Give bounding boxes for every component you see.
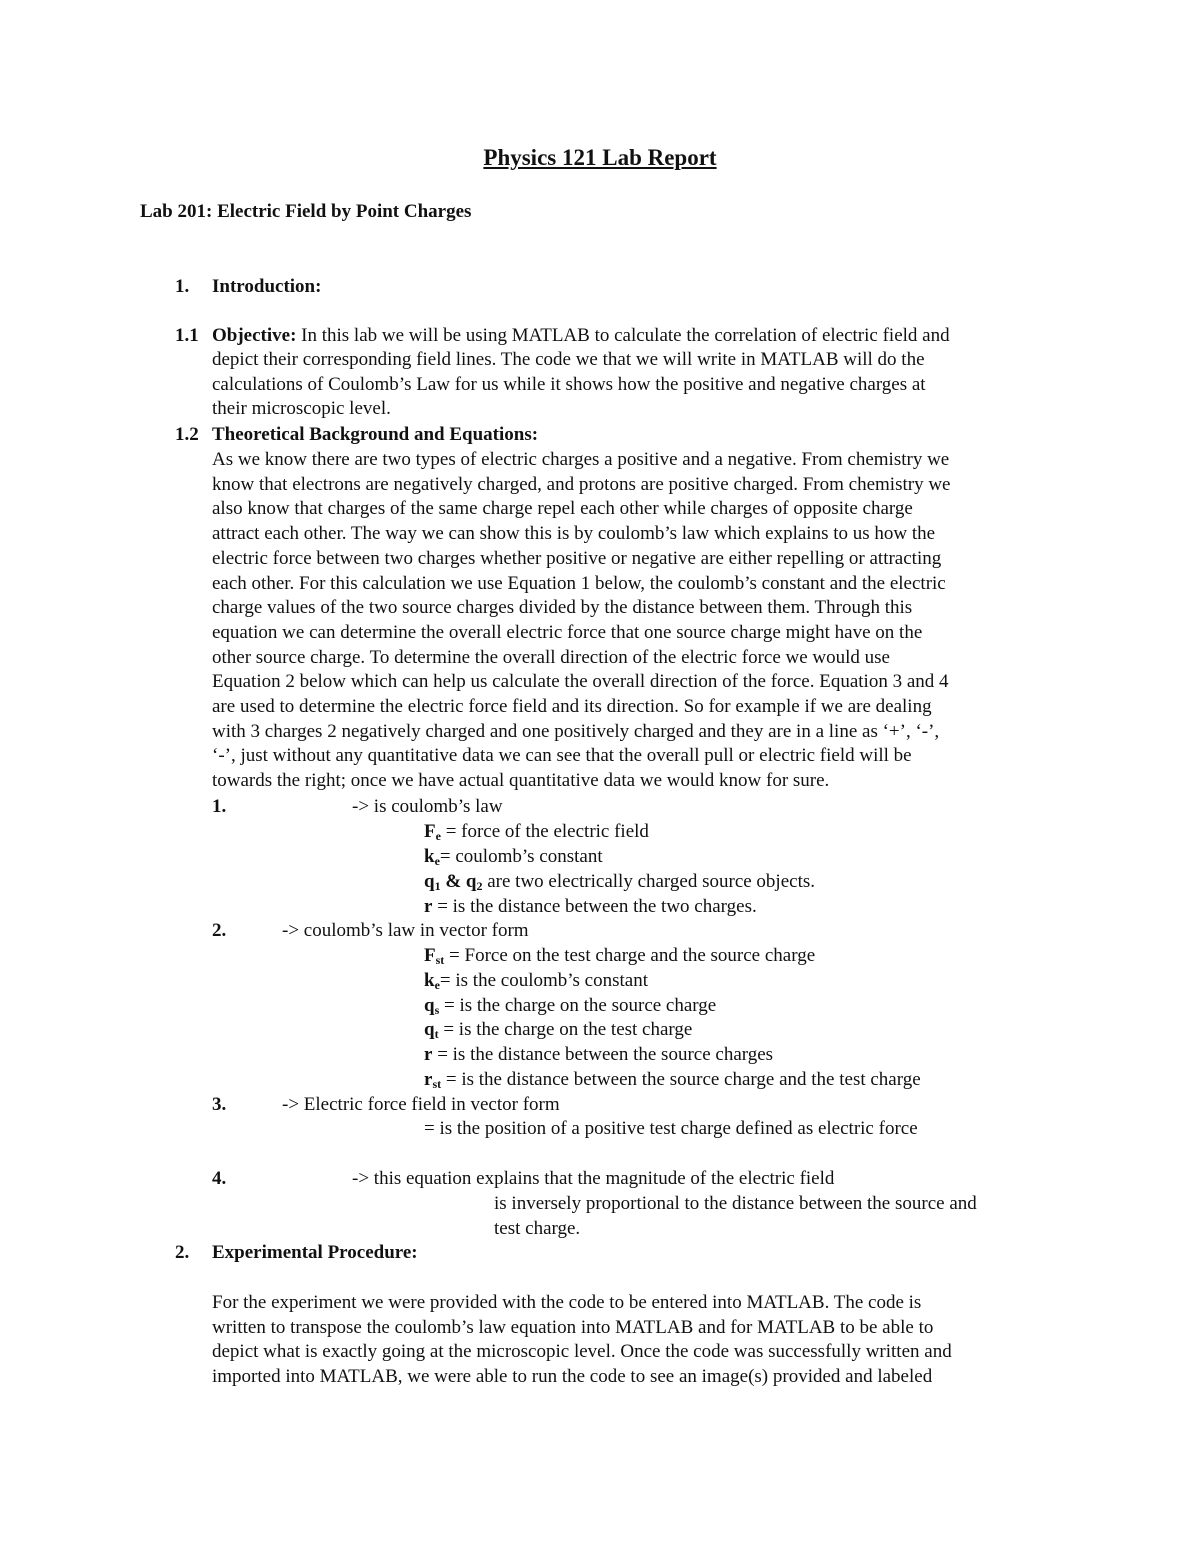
eq2-number: 2. xyxy=(212,920,227,941)
objective-line: calculations of Coulomb’s Law for us while it shows how the positive and negative charges at xyxy=(212,373,926,395)
eq2-def-distance: r = is the distance between the source charges xyxy=(424,1044,774,1065)
eq1-description: -> is coulomb’s law xyxy=(352,796,503,817)
objective-label: Objective: xyxy=(212,325,297,346)
theory-line: equation we can determine the overall electric force that one source charge might have on the xyxy=(212,621,923,643)
eq4-description: -> this equation explains that the magnitude of the electric field xyxy=(352,1168,835,1189)
theory-paragraph xyxy=(212,448,1062,794)
objective-line: depict their corresponding field lines. The code we that we will write in MATLAB will do the xyxy=(212,349,925,370)
eq2-description: -> coulomb’s law in vector form xyxy=(282,920,529,941)
theory-line: each other. For this calculation we use Equation 1 below, the coulomb’s constant and the electric xyxy=(212,572,946,594)
page-title: Physics 121 Lab Report xyxy=(483,145,717,170)
procedure-line: imported into MATLAB, we were able to run the code to see an image(s) provided and labeled xyxy=(212,1366,933,1388)
eq3-number: 3. xyxy=(212,1094,227,1115)
eq1-def-force: $F_e$ = force of the electric field xyxy=(424,821,649,843)
eq1-number: 1. xyxy=(212,796,227,817)
theory-line: are used to determine the electric force field and its direction. So for example if we are dealing xyxy=(212,696,932,718)
eq2-def-source-charge: $q_s$ = is the charge on the source charge xyxy=(424,995,717,1017)
theory-line: other source charge. To determine the overall direction of the electric force we would use xyxy=(212,646,890,668)
objective-first-line xyxy=(212,324,950,348)
theory-line: charge values of the two source charges divided by the distance between them. Through this xyxy=(212,597,913,619)
eq2-def-constant: $k_e=$ is the coulomb’s constant xyxy=(424,970,648,992)
eq4-number: 4. xyxy=(212,1168,227,1189)
procedure-line: For the experiment we were provided with the code to be entered into MATLAB. The code is xyxy=(212,1292,922,1313)
eq4-line: is inversely proportional to the distance between the source and xyxy=(494,1193,977,1214)
theory-line: attract each other. The way we can show this is by coulomb’s law which explains to us how the xyxy=(212,523,936,545)
eq2-def-test-distance: $r_{st}$ = is the distance between the source charge and the test charge xyxy=(424,1069,921,1091)
theory-line: Equation 2 below which can help us calculate the overall direction of the force. Equation 3 and 4 xyxy=(212,671,949,693)
procedure-number: 2. xyxy=(175,1242,190,1263)
intro-heading: Introduction: xyxy=(212,276,322,297)
theory-line: with 3 charges 2 negatively charged and one positively charged and they are in a line as ‘+’, ‘-’, xyxy=(212,720,940,742)
procedure-heading: Experimental Procedure: xyxy=(212,1242,418,1263)
eq1-def-distance: r = is the distance between the two charges. xyxy=(424,896,757,917)
eq1-def-constant: $k_e=$ coulomb’s constant xyxy=(424,846,603,868)
theory-heading: Theoretical Background and Equations: xyxy=(212,424,539,445)
eq2-def-test-charge: $q_t$ = is the charge on the test charge xyxy=(424,1019,693,1041)
procedure-line: depict what is exactly going at the microscopic level. Once the code was successfully written and xyxy=(212,1341,952,1363)
theory-line: ‘-’, just without any quantitative data we can see that the overall pull or electric field will be xyxy=(212,745,912,767)
procedure-paragraph xyxy=(212,1291,1062,1390)
theory-line: As we know there are two types of electric charges a positive and a negative. From chemistry we xyxy=(212,449,950,470)
objective-text-start: In this lab we will be using MATLAB to calculate the correlation of electric field and xyxy=(296,325,950,346)
theory-line: towards the right; once we have actual quantitative data we would know for sure. xyxy=(212,770,830,792)
eq1-def-charges: $q_1$ & $q_2$ are two electrically charged source objects. xyxy=(424,871,816,893)
eq3-description: -> Electric force field in vector form xyxy=(282,1094,560,1115)
eq3-definition: = is the position of a positive test charge defined as electric force xyxy=(424,1118,918,1139)
eq2-def-force: $F_{st}$ = Force on the test charge and the source charge xyxy=(424,945,816,967)
procedure-line: written to transpose the coulomb’s law equation into MATLAB and for MATLAB to be able to xyxy=(212,1316,934,1338)
theory-line: know that electrons are negatively charged, and protons are positive charged. From chemistry we xyxy=(212,473,951,495)
lab-heading: Lab 201: Electric Field by Point Charges xyxy=(140,201,472,222)
objective-line: their microscopic level. xyxy=(212,398,391,420)
theory-number: 1.2 xyxy=(175,424,199,445)
theory-line: electric force between two charges whether positive or negative are either repelling or attracting xyxy=(212,547,942,569)
intro-number: 1. xyxy=(175,276,190,297)
objective-paragraph xyxy=(212,348,1062,422)
theory-line: also know that charges of the same charge repel each other while charges of opposite charge xyxy=(212,498,913,520)
eq4-line: test charge. xyxy=(494,1218,581,1239)
objective-number: 1.1 xyxy=(175,325,199,346)
